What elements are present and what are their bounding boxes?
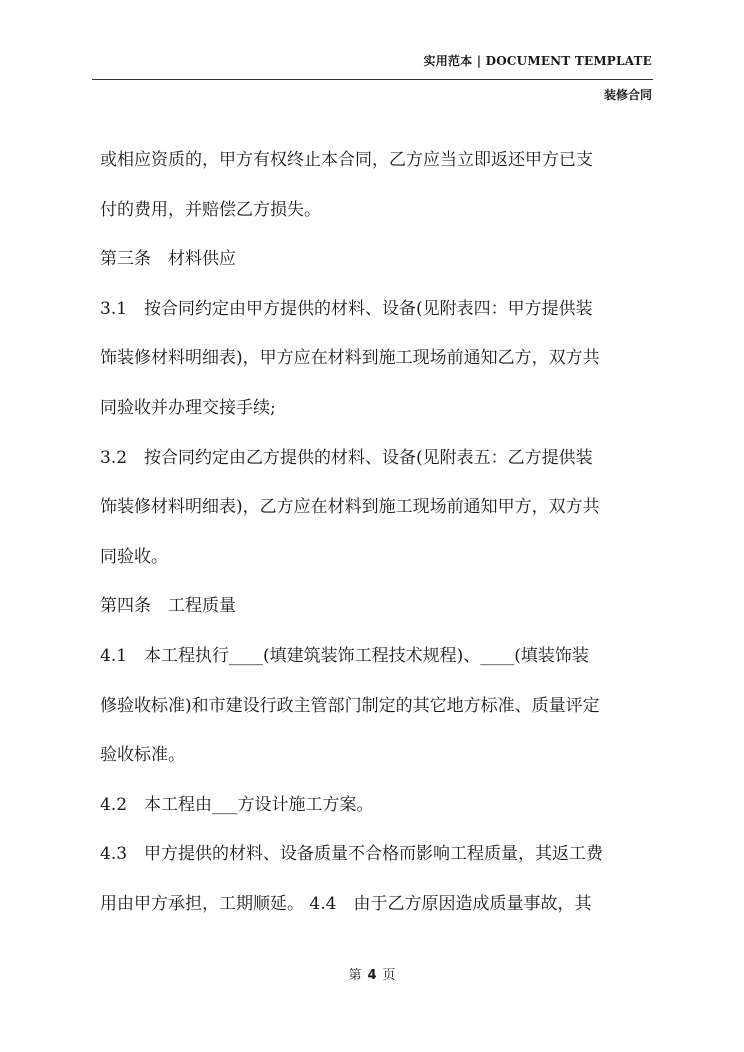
- header-title: 实用范本 | DOCUMENT TEMPLATE: [423, 54, 652, 68]
- body-line: 4.3 甲方提供的材料、设备质量不合格而影响工程质量，其返工费: [100, 844, 604, 865]
- header-subtitle: 装修合同: [603, 88, 652, 102]
- body-line: 饰装修材料明细表)，乙方应在材料到施工现场前通知甲方，双方共: [100, 497, 600, 518]
- body-line: 饰装修材料明细表)，甲方应在材料到施工现场前通知乙方，双方共: [100, 348, 600, 369]
- footer-suffix: 页: [382, 968, 396, 983]
- section-heading: 第三条 材料供应: [100, 249, 236, 270]
- body-line: 修验收标准)和市建设行政主管部门制定的其它地方标准、质量评定: [100, 695, 600, 716]
- body-line: 4.1 本工程执行____(填建筑装饰工程技术规程)、____(填装饰装: [100, 645, 589, 666]
- header-divider: [92, 79, 653, 80]
- document-body: [100, 136, 660, 930]
- footer-prefix: 第: [348, 968, 362, 983]
- body-line: 付的费用，并赔偿乙方损失。: [100, 199, 321, 220]
- body-line: 或相应资质的，甲方有权终止本合同，乙方应当立即返还甲方已支: [100, 150, 593, 170]
- body-line: 3.1 按合同约定由甲方提供的材料、设备(见附表四：甲方提供装: [100, 298, 593, 319]
- body-line: 用由甲方承担，工期顺延。 4.4 由于乙方原因造成质量事故，其: [100, 893, 592, 914]
- body-line: 3.2 按合同约定由乙方提供的材料、设备(见附表五：乙方提供装: [100, 447, 593, 468]
- page-number: 4: [367, 968, 377, 983]
- body-line: 同验收并办理交接手续;: [100, 397, 276, 418]
- body-line: 验收标准。: [100, 745, 185, 766]
- page-footer: [0, 964, 744, 983]
- body-line: 同验收。: [100, 546, 168, 567]
- body-line: 4.2 本工程由___方设计施工方案。: [100, 794, 374, 815]
- section-heading: 第四条 工程质量: [100, 596, 236, 617]
